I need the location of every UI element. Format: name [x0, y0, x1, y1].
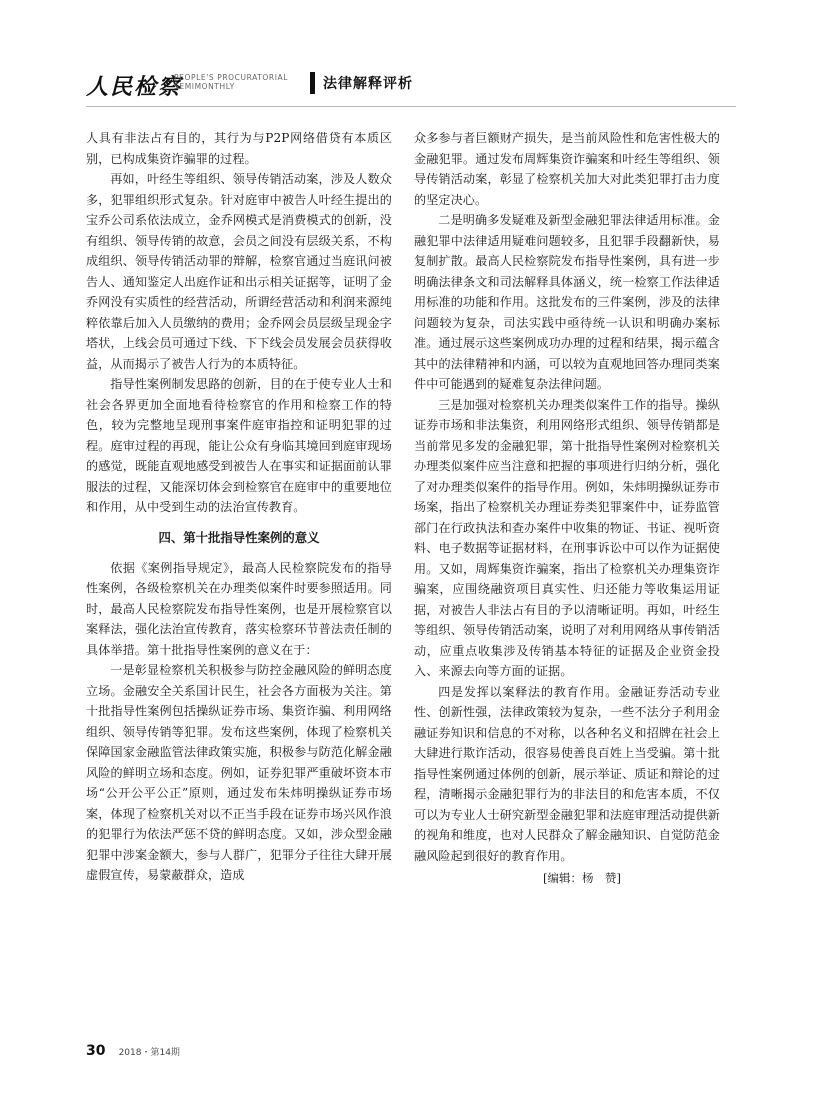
magazine-logo: 人民检察 — [86, 74, 183, 100]
paragraph: 三是加强对检察机关办理类似案件工作的指导。操纵证券市场和非法集资，利用网络形式组织、领导传销都是当前常见多发的金融犯罪，第十批指导性案例对检察机关办理类似案件应当注意和把握的事项进行归纳分析，强化了对办理类似案件的指导作用。例如，朱炜明操纵证券市场案，指出了检察机关办理证券类犯罪案件中，证券监管部门在行政执法和查办案件中收集的物证、书证、视听资料、电子数据等证据材料，在刑事诉讼中可以作为证据使用。又如，周辉集资诈骗案，指出了检察机关办理集资诈骗案，应围绕融资项目真实性、归还能力等收集运用证据，对被告人非法占有目的予以清晰证明。再如，叶经生等组织、领导传销活动案，说明了对利用网络从事传销活动，应重点收集涉及传销基本特征的证据及企业资金投入、来源去向等方面的证据。 — [414, 397, 720, 678]
paragraph: 众多参与者巨额财产损失，是当前风险性和危害性极大的金融犯罪。通过发布周辉集资诈骗案和叶经生等组织、领导传销活动案，彰显了检察机关加大对此类犯罪打击力度的坚定决心。 — [414, 131, 720, 207]
page-footer — [86, 1040, 180, 1059]
editor-credit: [编辑：杨 赞] — [543, 871, 621, 885]
section-heading: 四、第十批指导性案例的意义 — [158, 529, 320, 545]
paragraph: 指导性案例制发思路的创新，目的在于使专业人士和社会各界更加全面地看待检察官的作用和检察工作的特色，较为完整地呈现刑事案件庭审指控和证明犯罪的过程。庭审过程的再现，能让公众有身临其境回到庭审现场的感觉，既能直观地感受到被告人在事实和证据面前认罪服法的过程，又能深切体会到检察官在庭审中的重要地位和作用，从中受到生动的法治宣传教育。 — [86, 377, 392, 514]
paragraph: 再如，叶经生等组织、领导传销活动案，涉及人数众多，犯罪组织形式复杂。针对庭审中被告人叶经生提出的宝乔公司系依法成立，金乔网模式是消费模式的创新，没有组织、领导传销的故意，会员之间没有层级关系，不构成组织、领导传销活动罪的辩解，检察官通过当庭讯问被告人、通知鉴定人出庭作证和出示相关证据等，证明了金乔网没有实质性的经营活动，所谓经营活动和利润来源纯粹依靠后加入人员缴纳的费用；金乔网会员层级呈现金字塔状，上线会员可通过下线、下下线会员发展会员获得收益，从而揭示了被告人行为的本质特征。 — [86, 172, 392, 371]
page-number: 30 — [86, 1043, 106, 1059]
left-column — [86, 128, 392, 886]
section-marker — [310, 72, 315, 94]
section-title: 法律解释评析 — [323, 76, 413, 92]
paragraph: 依据《案例指导规定》，最高人民检察院发布的指导性案例，各级检察机关在办理类似案件时要参照适用。同时，最高人民检察院发布指导性案例，也是开展检察官以案释法，强化法治宣传教育，落实检察环节普法责任制的具体举措。第十批指导性案例的意义在于： — [86, 560, 392, 657]
paragraph: 人具有非法占有目的，其行为与P2P网络借贷有本质区别，已构成集资诈骗罪的过程。 — [86, 131, 392, 166]
issue-info: 2018・第14期 — [118, 1048, 180, 1058]
page-header — [86, 70, 736, 106]
header-rule — [86, 106, 736, 107]
paragraph: 二是明确多发疑难及新型金融犯罪法律适用标准。金融犯罪中法律适用疑难问题较多，且犯罪手段翻新快，易复制扩散。最高人民检察院发布指导性案例，具有进一步明确法律条文和司法解释具体涵义，统一检察工作法律适用标准的功能和作用。这批发布的三件案例，涉及的法律问题较为复杂，司法实践中亟待统一认识和明确办案标准。通过展示这些案例成功办理的过程和结果，揭示蕴含其中的法律精神和内涵，可以较为直观地回答办理同类案件中可能遇到的疑难复杂法律问题。 — [414, 213, 720, 391]
magazine-english-name: PEOPLE'S PROCURATORIAL SEMIMONTHLY — [174, 73, 289, 91]
paragraph: 一是彰显检察机关积极参与防控金融风险的鲜明态度立场。金融安全关系国计民生，社会各方面极为关注。第十批指导性案例包括操纵证券市场、集资诈骗、利用网络组织、领导传销等犯罪。发布这些案例，体现了检察机关保障国家金融监管法律政策实施，积极参与防范化解金融风险的鲜明立场和态度。例如，证券犯罪严重破坏资本市场“公开公平公正”原则，通过发布朱炜明操纵证券市场案，体现了检察机关对以不正当手段在证券市场兴风作浪的犯罪行为依法严惩不贷的鲜明态度。又如，涉众型金融犯罪中涉案金额大，参与人群广，犯罪分子往往大肆开展虚假宣传，易蒙蔽群众，造成 — [86, 663, 392, 882]
right-column — [414, 128, 720, 888]
paragraph: 四是发挥以案释法的教育作用。金融证券活动专业性、创新性强，法律政策较为复杂，一些不法分子利用金融证券知识和信息的不对称，以各种名义和招牌在社会上大肆进行欺诈活动，很容易使善良百姓上当受骗。第十批指导性案例通过体例的创新，展示举证、质证和辩论的过程，清晰揭示金融犯罪行为的非法目的和危害本质，不仅可以为专业人士研究新型金融犯罪和法庭审理活动提供新的视角和维度，也对人民群众了解金融知识、自觉防范金融风险起到很好的教育作用。 — [414, 684, 720, 863]
